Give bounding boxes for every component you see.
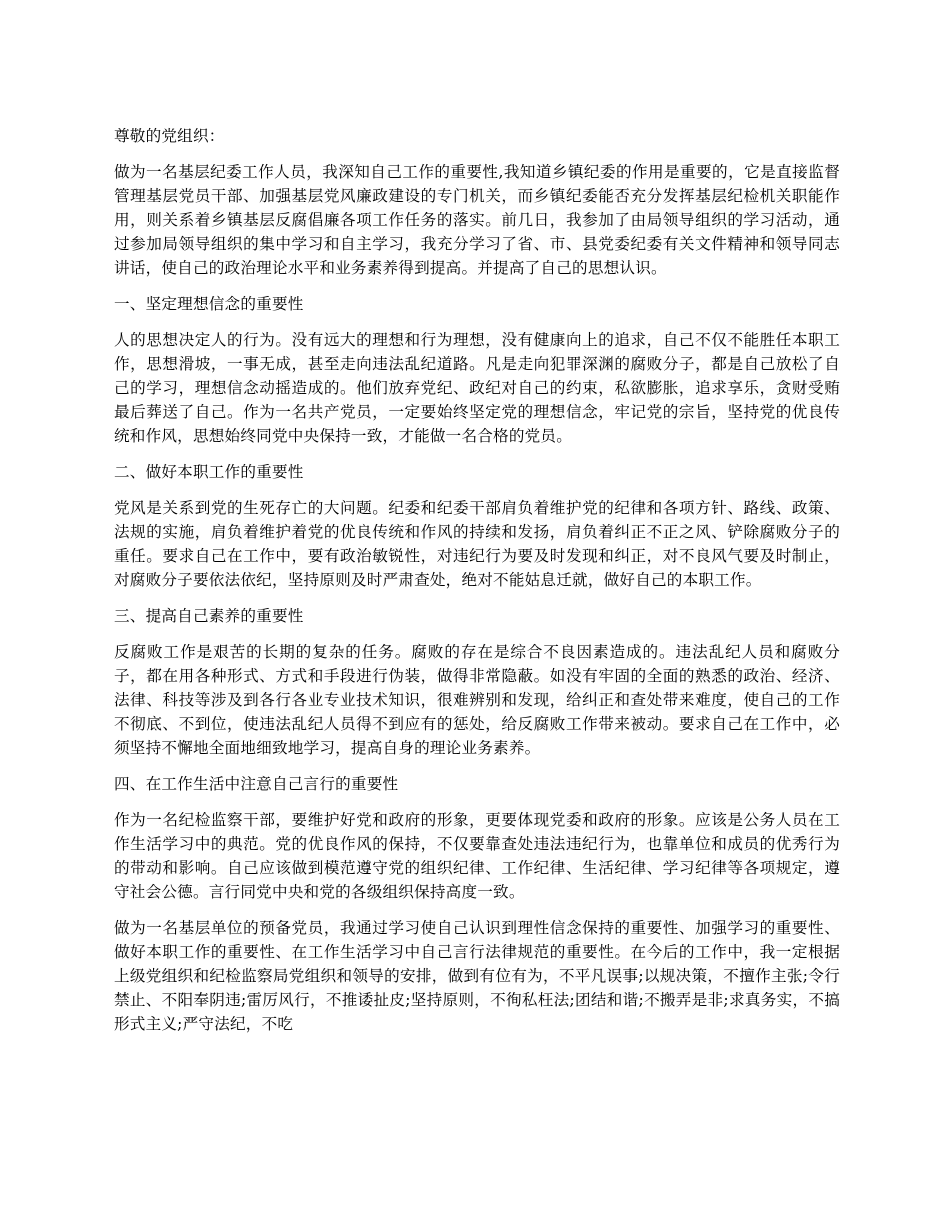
section-heading-1: 一、坚定理想信念的重要性 [114,295,304,313]
section-heading-2: 二、做好本职工作的重要性 [114,463,304,481]
salutation: 尊敬的党组织： [114,127,225,145]
intro-paragraph: 做为一名基层纪委工作人员，我深知自己工作的重要性,我知道乡镇纪委的作用是重要的，它是直接监督管理基层党员干部、加强基层党风廉政建设的专门机关，而乡镇纪委能否充分发挥基层纪检机关职能作用，则关系着乡镇基层反腐倡廉各项工作任务的落实。前几日，我参加了由局领导组织的学习活动，通过参加局领导组织的集中学习和自主学习，我充分学习了省、市、县党委纪委有关文件精神和领导同志讲话，使自己的政治理论水平和业务素养得到提高。并提高了自己的思想认识。 [114,163,840,277]
document-page [114,124,840,1048]
section-body-2: 党风是关系到党的生死存亡的大问题。纪委和纪委干部肩负着维护党的纪律和各项方针、路线、政策、法规的实施，肩负着维护着党的优良传统和作风的持续和发扬，肩负着纠正不正之风、铲除腐败分子的重任。要求自己在工作中，要有政治敏锐性，对违纪行为要及时发现和纠正，对不良风气要及时制止，对腐败分子要依法依纪，坚持原则及时严肃查处，绝对不能姑息迁就，做好自己的本职工作。 [114,499,840,589]
section-heading-3: 三、提高自己素养的重要性 [114,607,304,625]
closing-paragraph: 做为一名基层单位的预备党员，我通过学习使自己认识到理性信念保持的重要性、加强学习的重要性、做好本职工作的重要性、在工作生活学习中自己言行法律规范的重要性。在今后的工作中，我一定根据上级党组织和纪检监察局党组织和领导的安排，做到有位有为，不平凡误事;以规决策，不擅作主张;令行禁止、不阳奉阴违;雷厉风行，不推诿扯皮;坚持原则，不徇私枉法;团结和谐;不搬弄是非;求真务实，不搞形式主义;严守法纪，不吃 [114,919,840,1033]
section-body-1: 人的思想决定人的行为。没有远大的理想和行为理想，没有健康向上的追求，自己不仅不能胜任本职工作，思想滑坡，一事无成，甚至走向违法乱纪道路。凡是走向犯罪深渊的腐败分子，都是自己放松了自己的学习，理想信念动摇造成的。他们放弃党纪、政纪对自己的约束，私欲膨胀，追求享乐，贪财受贿最后葬送了自己。作为一名共产党员，一定要始终坚定党的理想信念，牢记党的宗旨，坚持党的优良传统和作风，思想始终同党中央保持一致，才能做一名合格的党员。 [114,331,840,445]
section-heading-4: 四、在工作生活中注意自己言行的重要性 [114,775,399,793]
section-body-4: 作为一名纪检监察干部，要维护好党和政府的形象，更要体现党委和政府的形象。应该是公务人员在工作生活学习中的典范。党的优良作风的保持，不仅要靠查处违法违纪行为，也靠单位和成员的优秀行为的带动和影响。自己应该做到模范遵守党的组织纪律、工作纪律、生活纪律、学习纪律等各项规定，遵守社会公德。言行同党中央和党的各级组织保持高度一致。 [114,811,840,901]
section-body-3: 反腐败工作是艰苦的长期的复杂的任务。腐败的存在是综合不良因素造成的。违法乱纪人员和腐败分子，都在用各种形式、方式和手段进行伪装，做得非常隐蔽。如没有牢固的全面的熟悉的政治、经济、法律、科技等涉及到各行各业专业技术知识，很难辨别和发现，给纠正和查处带来难度，使自己的工作不彻底、不到位，使违法乱纪人员得不到应有的惩处，给反腐败工作带来被动。要求自己在工作中，必须坚持不懈地全面地细致地学习，提高自身的理论业务素养。 [114,643,840,757]
